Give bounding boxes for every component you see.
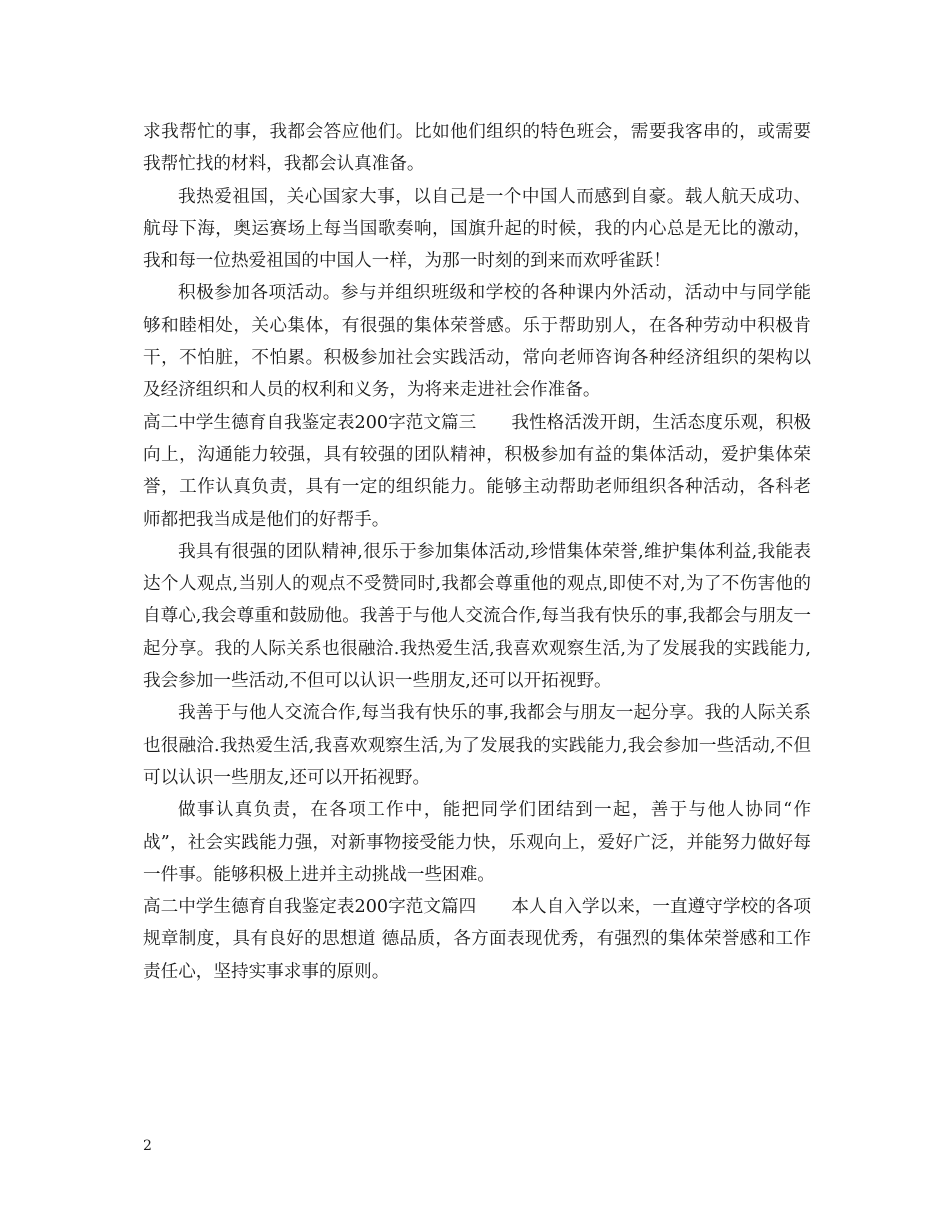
paragraph-activities: 积极参加各项活动。参与并组织班级和学校的各种课内外活动，活动中与同学能够和睦相处，关心集体，有很强的集体荣誉感。乐于帮助别人，在各种劳动中积极肯干，不怕脏，不怕累。积极参加社会实践活动，常向老师咨询各种经济组织的架构以及经济组织和人员的权利和义务，为将来走进社会作准备。: [143, 283, 811, 401]
paragraph-communication: 我善于与他人交流合作,每当我有快乐的事,我都会与朋友一起分享。我的人际关系也很融洽.我热爱生活,我喜欢观察生活,为了发展我的实践能力,我会参加一些活动,不但可以认识一些朋友,还可以开拓视野。: [143, 703, 811, 788]
paragraph-continuation: 求我帮忙的事，我都会答应他们。比如他们组织的特色班会，需要我客串的，或需要我帮忙找的材料，我都会认真准备。: [143, 122, 811, 175]
paragraph-patriotism: 我热爱祖国，关心国家大事，以自己是一个中国人而感到自豪。载人航天成功、航母下海，奥运赛场上每当国歌奏响，国旗升起的时候，我的内心总是无比的激动，我和每一位热爱祖国的中国人一样，为那一时刻的到来而欢呼雀跃！: [143, 186, 811, 272]
section-three-body: 我性格活泼开朗，生活态度乐观，积极向上，沟通能力较强，具有较强的团队精神，积极参加有益的集体活动，爱护集体荣誉，工作认真负责，具有一定的组织能力。能够主动帮助老师组织各种活动，各科老师都把我当成是他们的好帮手。: [143, 412, 811, 530]
paragraph-responsibility: 做事认真负责，在各项工作中，能把同学们团结到一起，善于与他人协同“作战”，社会实践能力强，对新事物接受能力快，乐观向上，爱好广泛，并能努力做好每一件事。能够积极上进并主动挑战一些困难。: [143, 800, 811, 885]
section-three-title: 高二中学生德育自我鉴定表200字范文篇三: [143, 412, 477, 433]
paragraph-team-spirit: 我具有很强的团队精神,很乐于参加集体活动,珍惜集体荣誉,维护集体利益,我能表达个人观点,当别人的观点不受赞同时,我都会尊重他的观点,即使不对,为了不伤害他的自尊心,我会尊重和鼓励他。我善于与他人交流合作,每当我有快乐的事,我都会与朋友一起分享。我的人际关系也很融洽.我热爱生活,我喜欢观察生活,为了发展我的实践能力,我会参加一些活动,不但可以认识一些朋友,还可以开拓视野。: [143, 541, 811, 692]
section-four: [143, 891, 811, 988]
document-page: [143, 116, 811, 988]
page-number: 2: [143, 1138, 152, 1154]
section-four-body: 本人自入学以来，一直遵守学校的各项规章制度，具有良好的思想道 德品质，各方面表现优秀，有强烈的集体荣誉感和工作责任心，坚持实事求事的原则。: [143, 897, 811, 982]
section-four-title: 高二中学生德育自我鉴定表200字范文篇四: [143, 897, 477, 918]
section-three: [143, 407, 811, 536]
